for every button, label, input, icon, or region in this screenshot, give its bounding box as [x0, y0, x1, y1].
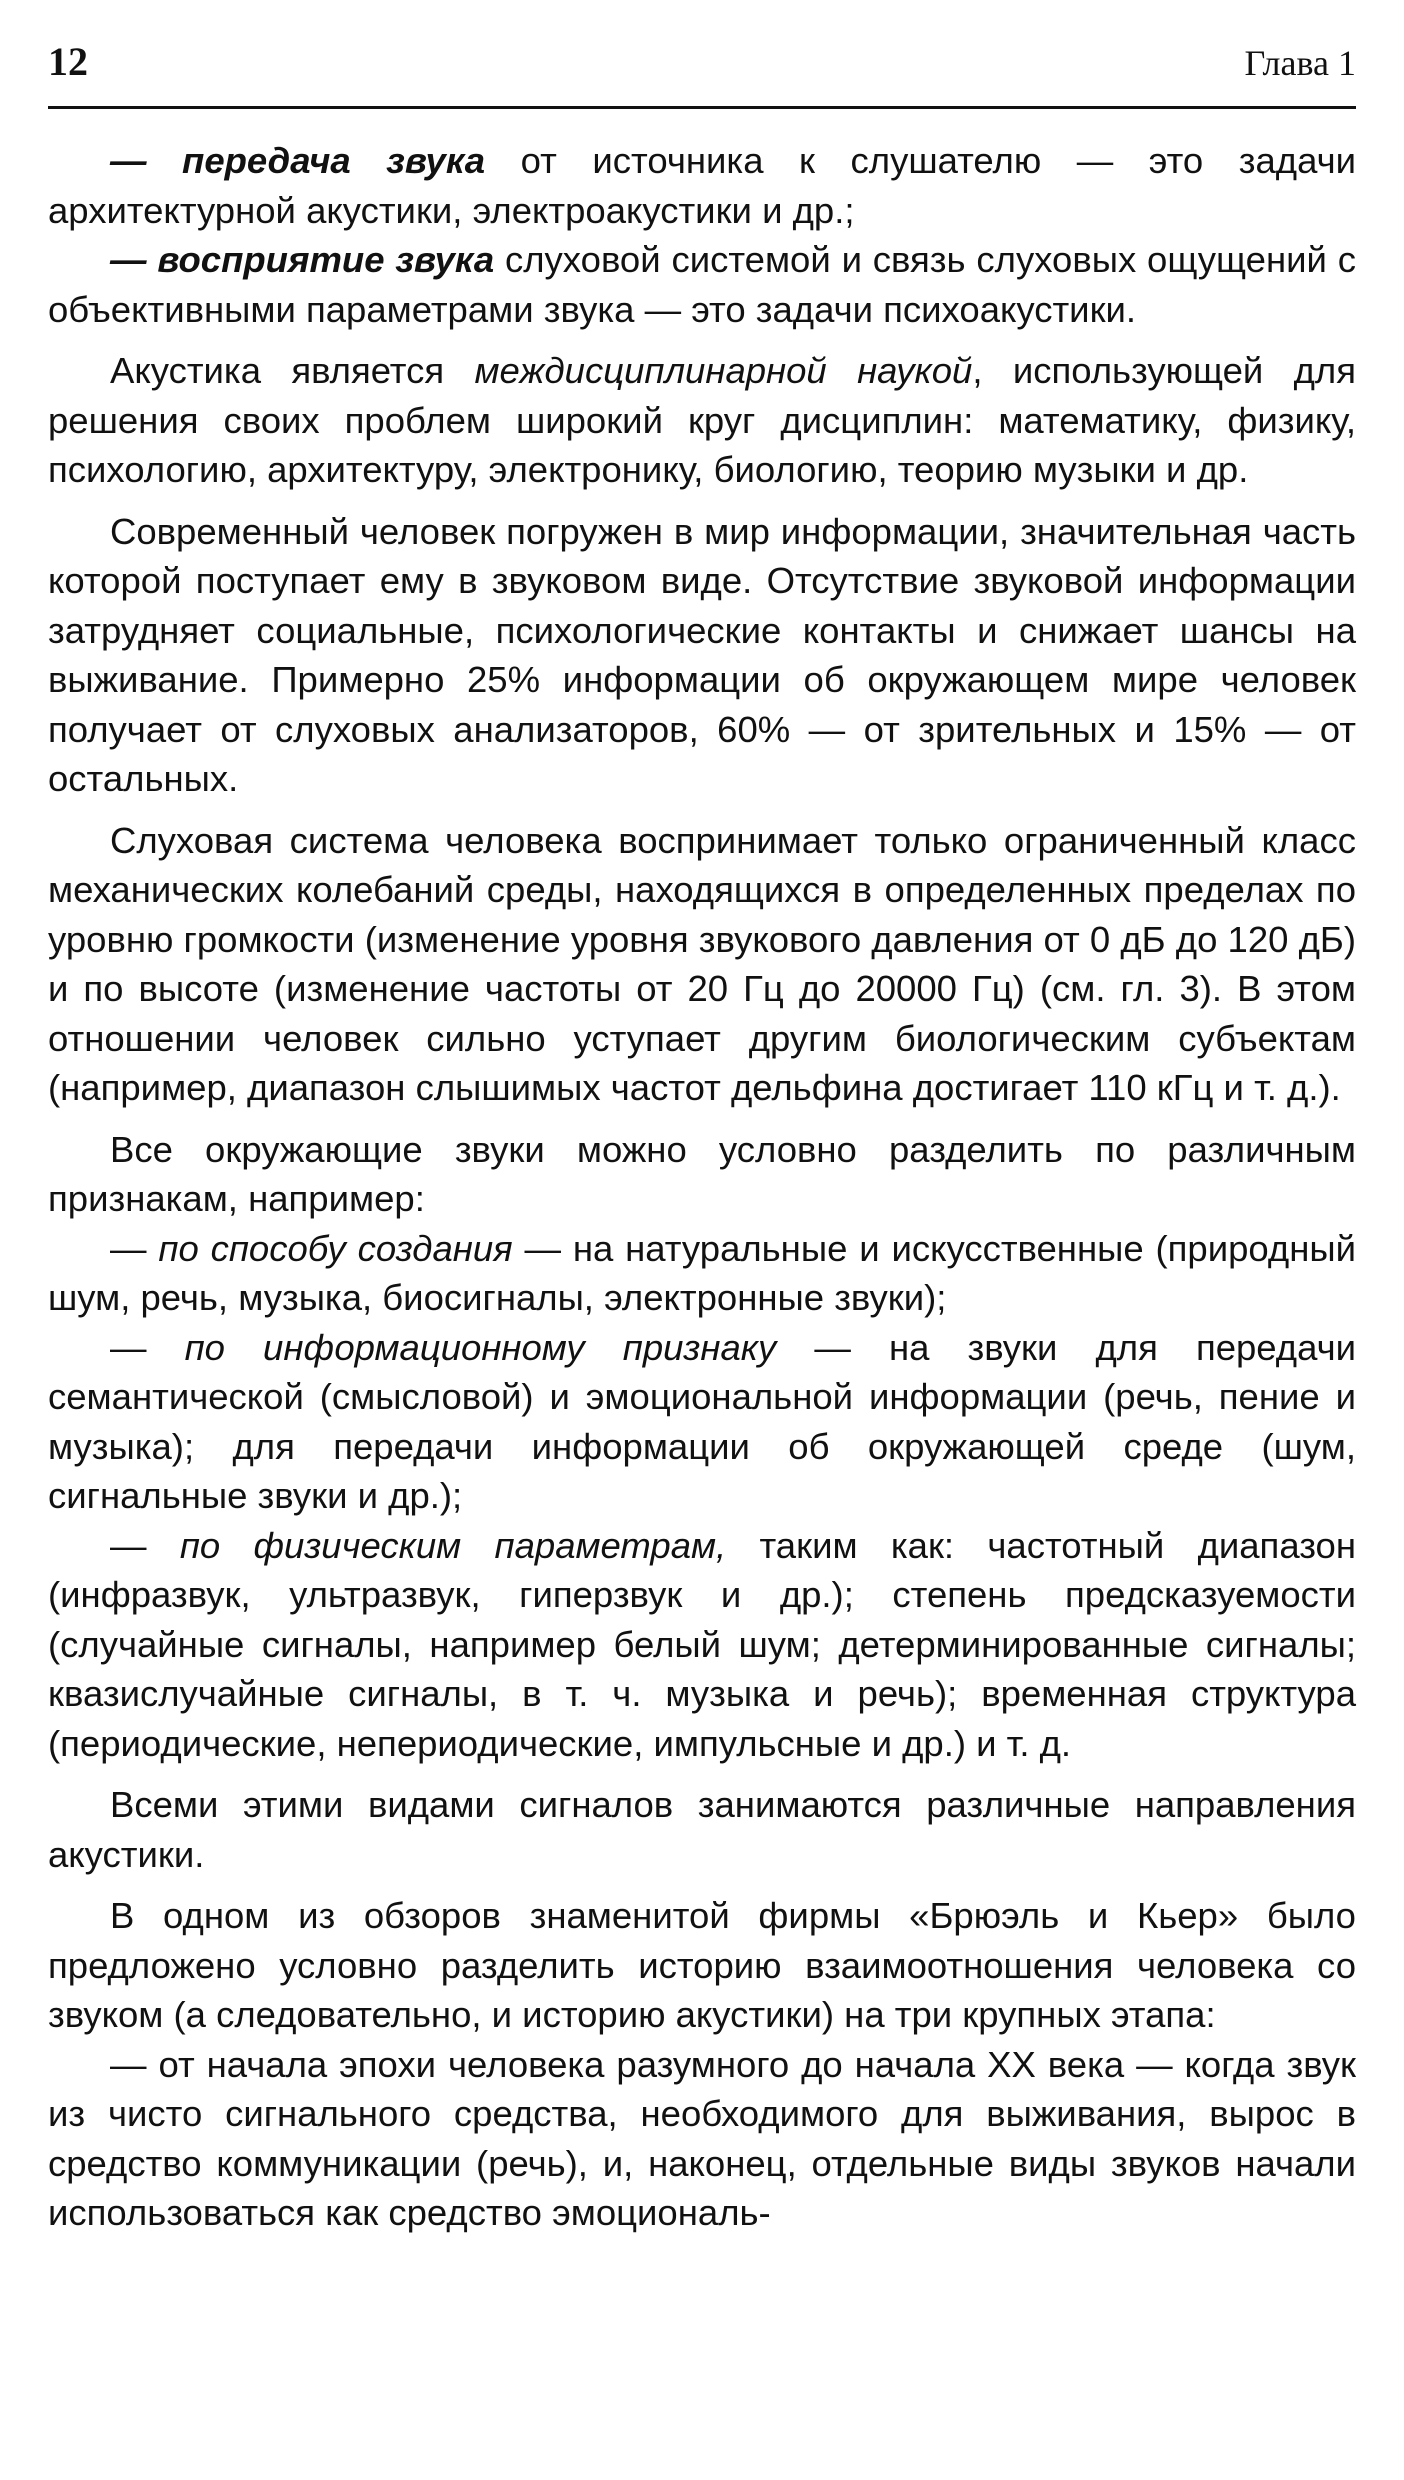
header-rule — [48, 106, 1356, 109]
term-by-physical-params: по физическим параметрам, — [179, 1524, 727, 1566]
page-number: 12 — [48, 39, 88, 84]
list-item-first-stage: — от начала эпохи человека разумного до начала XX века — когда звук из чисто сигнального средства, необходимого для выживания, вырос в средство коммуникации (речь), и, наконец, отдельные виды звуков начали использоваться как средство эмоциональ- — [48, 2043, 1356, 2233]
paragraph-hearing-system: Слуховая система человека воспринимает только ограниченный класс механических колебаний среды, находящихся в определенных пределах по уровню громкости (изменение уровня звукового давления от 0 дБ до 120 дБ) и по высоте (изменение частоты от 20 Гц до 20000 Гц) (см. гл. 3). В этом отношении человек сильно уступает другим биологическим субъектам (например, диапазон слышимых частот дельфина достигает 110 кГц и т. д.). — [48, 819, 1356, 1108]
paragraph-sound-classification: Все окружающие звуки можно условно разделить по различным признакам, например: — [48, 1128, 1356, 1219]
paragraph-interdisciplinary: Акустика является междисциплинарной наукой, использующей для решения своих проблем широкий круг дисциплин: математику, физику, психологию, архитектуру, электронику, биологию, теорию музыки и др. — [48, 350, 1356, 490]
paragraph-sound-transmission: — передача звука от источника к слушателю — это задачи архитектурной акустики, электроакустики и др.; — [48, 140, 1356, 231]
term-sound-transmission: — передача звука — [110, 140, 486, 181]
term-by-information: по информационному признаку — [184, 1326, 777, 1368]
running-head: Глава 1 — [1244, 43, 1356, 83]
term-interdisciplinary-science: междисциплинарной наукой — [474, 350, 973, 391]
term-sound-perception: — восприятие звука — [110, 239, 495, 280]
page-header — [48, 38, 1356, 110]
term-by-creation: по способу создания — [158, 1227, 513, 1269]
paragraph-sound-perception: — восприятие звука слуховой системой и связь слуховых ощущений с объективными параметрами звука — это задачи психоакустики. — [48, 239, 1356, 330]
list-item-by-physical-params: — по физическим параметрам, таким как: частотный диапазон (инфразвук, ультразвук, гиперзвук и др.); степень предсказуемости (случайные сигналы, например белый шум; детерминированные сигналы; квазислучайные сигналы, в т. ч. музыка и речь); временная структура (периодические, непериодические, импульсные и др.) и т. д. — [48, 1524, 1356, 1764]
page-body — [48, 136, 1356, 2238]
paragraph-bruel-kjaer-review: В одном из обзоров знаменитой фирмы «Брюэль и Кьер» было предложено условно разделить историю взаимоотношения человека со звуком (а следовательно, и историю акустики) на три крупных этапа: — [48, 1895, 1356, 2035]
list-item-by-information: — по информационному признаку — на звуки для передачи семантической (смысловой) и эмоциональной информации (речь, пение и музыка); для передачи информации об окружающей среде (шум, сигнальные звуки и др.); — [48, 1326, 1357, 1516]
list-item-by-creation: — по способу создания — на натуральные и искусственные (природный шум, речь, музыка, биосигналы, электронные звуки); — [48, 1227, 1356, 1318]
paragraph-modern-human: Современный человек погружен в мир информации, значительная часть которой поступает ему в звуковом виде. Отсутствие звуковой информации затрудняет социальные, психологические контакты и снижает шансы на выживание. Примерно 25% информации об окружающем мире человек получает от слуховых анализаторов, 60% — от зрительных и 15% — от остальных. — [48, 510, 1356, 799]
paragraph-acoustics-directions: Всеми этими видами сигналов занимаются различные направления акустики. — [48, 1784, 1356, 1875]
